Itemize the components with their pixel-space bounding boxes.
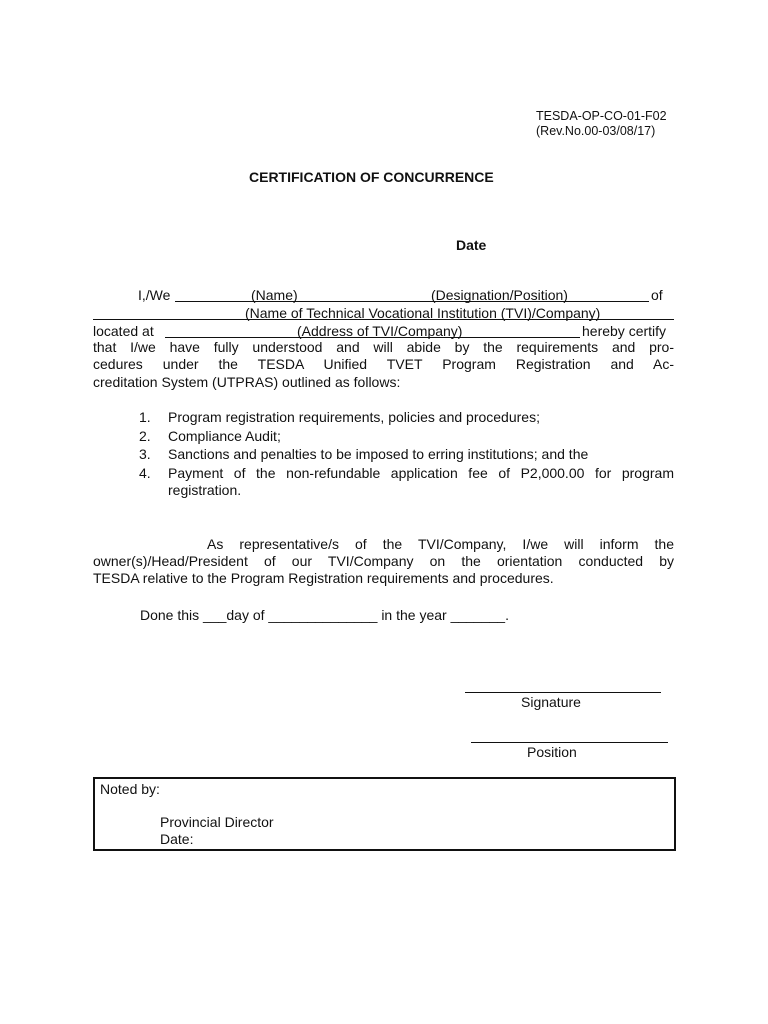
name-label: (Name) bbox=[251, 287, 298, 303]
designation-label: (Designation/Position) bbox=[431, 287, 568, 303]
of-label: of bbox=[651, 287, 663, 303]
list-item-text: Sanctions and penalties to be imposed to erring institutions; and the bbox=[168, 446, 589, 462]
position-label: Position bbox=[527, 744, 577, 760]
body-line-5: cedures under the TESDA Unified TVET Program Registration and Ac- bbox=[93, 356, 674, 372]
list-item-number: 2. bbox=[139, 427, 151, 444]
iwe-label: I,/We bbox=[138, 287, 171, 303]
noted-by-label: Noted by: bbox=[100, 781, 160, 797]
representative-line-1: As representative/s of the TVI/Company, I/we will inform the bbox=[207, 536, 674, 552]
list-item-text: Payment of the non-refundable application fee of P2,000.00 for program registration. bbox=[168, 464, 674, 498]
form-code: TESDA-OP-CO-01-F02 bbox=[536, 109, 667, 123]
representative-paragraph bbox=[93, 536, 674, 587]
located-label: located at bbox=[93, 323, 154, 339]
requirements-list bbox=[93, 409, 674, 500]
representative-line-3: TESDA relative to the Program Registration requirements and procedures. bbox=[93, 570, 554, 586]
list-item bbox=[93, 465, 674, 500]
noted-by-box bbox=[93, 777, 676, 851]
representative-line-2: owner(s)/Head/President of our TVI/Company on the orientation conducted by bbox=[93, 553, 674, 569]
list-item bbox=[93, 409, 674, 427]
list-item-text: Compliance Audit; bbox=[168, 427, 281, 444]
body-line-1 bbox=[93, 286, 674, 304]
position-line[interactable] bbox=[471, 742, 668, 743]
institution-label: (Name of Technical Vocational Institution (TVI)/Company) bbox=[245, 305, 601, 321]
list-item bbox=[93, 446, 674, 464]
body-line-4: that I/we have fully understood and will abide by the requirements and pro- bbox=[93, 339, 674, 355]
done-this-line[interactable]: Done this ___day of ______________ in the year _______. bbox=[140, 607, 509, 623]
list-item-number: 3. bbox=[139, 446, 151, 462]
body-line-2 bbox=[93, 304, 674, 322]
list-item-text: Program registration requirements, policies and procedures; bbox=[168, 409, 540, 425]
form-reference bbox=[536, 109, 667, 139]
list-item bbox=[93, 428, 674, 446]
revision-number: (Rev.No.00-03/08/17) bbox=[536, 124, 656, 138]
provincial-director-label: Provincial Director bbox=[160, 814, 274, 830]
list-item-number: 4. bbox=[139, 464, 151, 481]
list-item-number: 1. bbox=[139, 409, 151, 425]
signature-line[interactable] bbox=[465, 692, 661, 693]
certify-label: hereby certify bbox=[582, 323, 667, 339]
noted-date-label: Date: bbox=[160, 831, 194, 847]
signature-label: Signature bbox=[521, 694, 581, 710]
document-title: CERTIFICATION OF CONCURRENCE bbox=[249, 169, 494, 185]
body-line-6: creditation System (UTPRAS) outlined as follows: bbox=[93, 374, 401, 390]
date-heading: Date bbox=[456, 237, 487, 253]
address-label: (Address of TVI/Company) bbox=[297, 323, 463, 339]
